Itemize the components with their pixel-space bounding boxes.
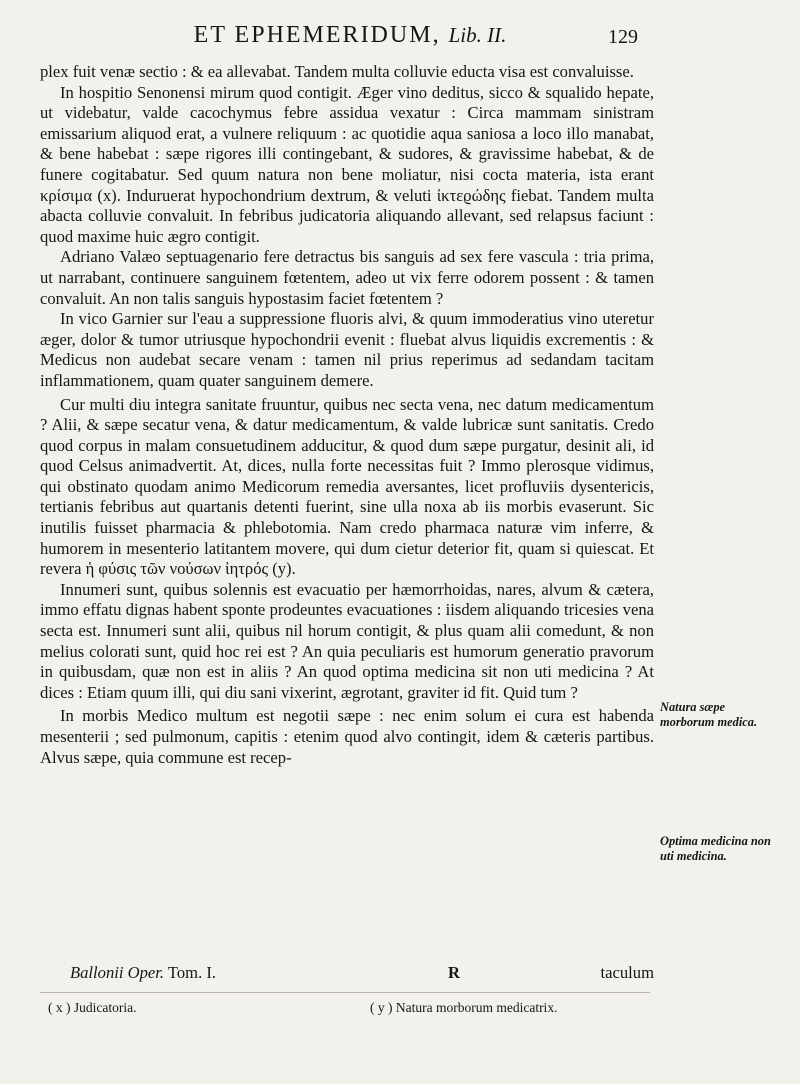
margin-note: Natura sæpe morborum medica. xyxy=(660,700,758,729)
paragraph: In hospitio Senonensi mirum quod contigit. Æger vino deditus, sicco & squalido hepate, ut videbatur, valde cacochymus febre assidua vexatur : Circa mammam sinistram emissarium aliquod erat, a vulnere reliquum : ac quotidie aqua saniosa a loco illo manabat, & bene habebat : sæpe rigores illi contingebant, & sudores, & gravissime habebat, & de funere cogitabatur. Sed quum natura non bene moliatur, nisi cocta materia, ista erant κρίσιμα (x). Induruerat hypochondrium dextrum, & veluti ἰκτεϱώδης fiebat. Tandem multa abacta colluvie convaluit. In febribus judicatoria aliquando allevant, sed relapsus faciunt : quod maxime huic ægro contigit. xyxy=(40,82,654,246)
footnote-rule xyxy=(40,992,650,993)
work-title: Ballonii Oper. xyxy=(70,963,165,982)
running-head-title: ET EPHEMERIDUM, xyxy=(193,22,441,48)
margin-note: Optima medicina non uti medicina. xyxy=(660,834,771,863)
running-head-liber: Lib. II. xyxy=(448,23,507,47)
tome-number: Tom. I. xyxy=(167,963,217,982)
footnote-x: ( x ) Judicatoria. xyxy=(48,1000,137,1015)
signature-line xyxy=(70,963,654,983)
footnote-y: ( y ) Natura morborum medicatrix. xyxy=(370,1000,558,1015)
main-text xyxy=(40,62,654,768)
paragraph-continuation: plex fuit venæ sectio : & ea allevabat. Tandem multa colluvie educta visa est convaluisse. xyxy=(40,62,634,81)
running-head xyxy=(130,22,570,49)
catchword: taculum xyxy=(600,963,654,982)
paragraph: In morbis Medico multum est negotii sæpe : nec enim solum ei cura est habenda mesenterii ; sed pulmonum, capitis : etenim quod alvo contingit, idem & cæteris partibus. Alvus sæpe, quia commune est recep- xyxy=(40,706,654,767)
gathering-signature: R xyxy=(448,963,460,982)
paragraph: In vico Garnier sur l'eau a suppressione fluoris alvi, & quum immoderatius vino uteretur æger, dolor & tumor utriusque hypochondrii evenit : fluebat alvus liquidis excrementis : & Medicus non audebat secare venam : tamen nil prius reperimus ad sedandam tacitam inflammationem, quam quater sanguinem demere. xyxy=(40,309,654,390)
paragraph: Innumeri sunt, quibus solennis est evacuatio per hæmorrhoidas, nares, alvum & cætera, immo effatu dignas habent sponte prodeuntes evacuationes : iisdem aliquando tricesies vena secta est. Innumeri sunt alii, quibus nil horum contigit, & plus quam alii comedunt, & non melius colorati sunt, quid hoc rei est ? An quia peculiaris est humorum generatio pravorum in quibusdam, quæ non est in aliis ? An quod optima medicina sit non uti medicina ? At dices : Etiam quum illi, qui diu sani vixerint, ægrotant, graviter id fit. Quid tum ? xyxy=(40,579,654,702)
page-number: 129 xyxy=(608,26,638,48)
paragraph: Adriano Valæo septuagenario fere detractus bis sanguis ad sex fere vascula : tria prima, ut narrabant, continuere sanguinem fœtentem, adeo ut vix ferre odorem possent : & tamen convaluit. An non talis sanguis hypostasim faciet fœtentem ? xyxy=(40,247,654,308)
paragraph: Cur multi diu integra sanitate fruuntur, quibus nec secta vena, nec datum medicamentum ? Alii, & sæpe secatur vena, & datur medicamentum, & valde lubricæ sunt sanitatis. Credo quod corpus in malam consuetudinem adducitur, & quod dum sæpe purgatur, desinit ali, id quod Celsus animadvertit. At, dices, nulla forte necessitas fuit ? Immo plerosque vidimus, qui obstinato quodam animo Medicorum remedia aversantes, licet profluviis dysentericis, tertianis febribus aut quartanis detenti fuerint, sine ulla noxa ab iis morbis evaserunt. Sic inutilis fuisset pharmacia & phlebotomia. Nam credo pharmaca naturæ vim inferre, & humorem in mesenterio latitantem movere, qui dum cietur deterior fit, quam si quiescat. Et revera ἡ φύσις τῶν νούσων ἰητρός (y). xyxy=(40,394,654,579)
